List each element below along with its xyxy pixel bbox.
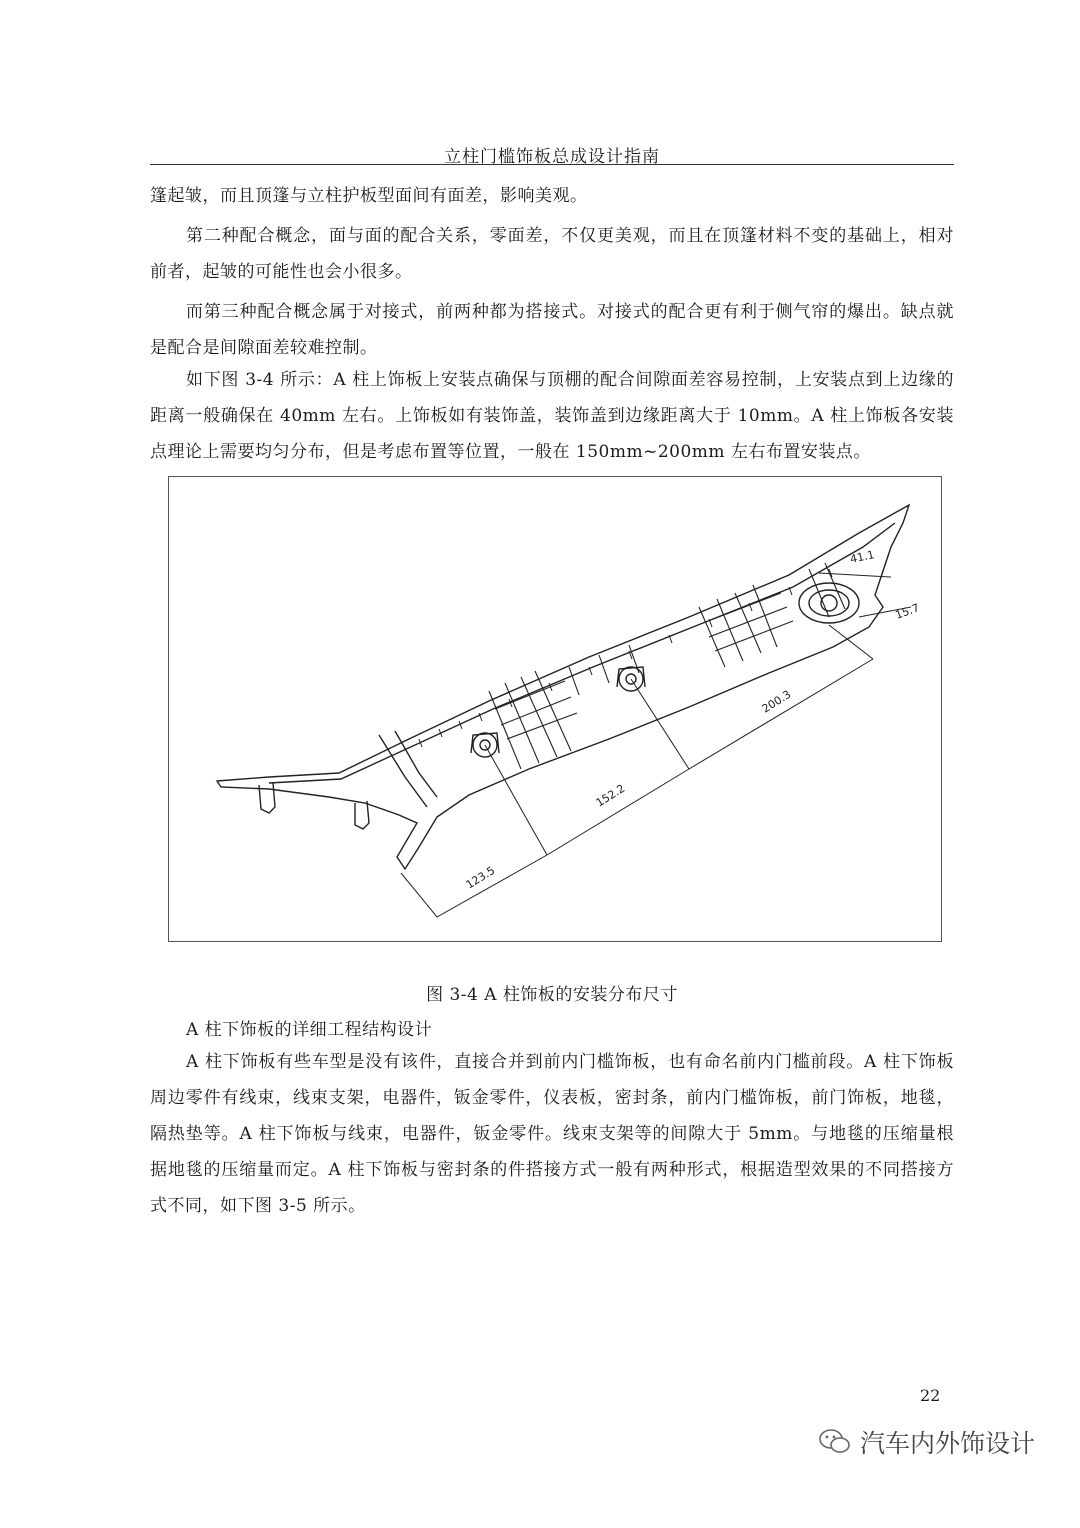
dim-label-157: 15.7 bbox=[893, 601, 922, 622]
dim-ext-1 bbox=[485, 745, 547, 855]
figure-frame bbox=[168, 476, 942, 942]
pillar-rib-line-2 bbox=[395, 731, 437, 797]
dim-ext-3 bbox=[829, 625, 873, 659]
paragraph-4: 如下图 3-4 所示：A 柱上饰板上安装点确保与顶棚的配合间隙面差容易控制，上安装点到上边缘的距离一般确保在 40mm 左右。上饰板如有装饰盖，装饰盖到边缘距离大于 10mm。A 柱上饰板各安装点理论上需要均匀分布，但是考虑布置等位置，一般在 150mm~200mm 左右布置安装点。 bbox=[150, 370, 954, 462]
figure-caption: 图 3-4 A 柱饰板的安装分布尺寸 bbox=[426, 985, 678, 1005]
dim-label-1235: 123.5 bbox=[463, 863, 498, 892]
pillar-outline bbox=[217, 505, 909, 869]
dim-line-2003 bbox=[689, 659, 873, 769]
clip-left-2 bbox=[355, 801, 369, 829]
dim-label-2003: 200.3 bbox=[759, 687, 794, 716]
dim-label-411: 41.1 bbox=[848, 548, 876, 566]
page-number: 22 bbox=[920, 1386, 941, 1405]
dim-label-1522: 152.2 bbox=[593, 781, 628, 810]
watermark bbox=[818, 1420, 1035, 1464]
paragraph-3: 而第三种配合概念属于对接式，前两种都为搭接式。对接式的配合更有利于侧气帘的爆出。缺点就是配合是间隙面差较难控制。 bbox=[150, 302, 954, 358]
dim-line-1522 bbox=[547, 769, 689, 855]
paragraph-1: 篷起皱，而且顶篷与立柱护板型面间有面差，影响美观。 bbox=[150, 186, 588, 206]
clip-left-1 bbox=[259, 783, 275, 813]
paragraph-5: A 柱下饰板有些车型是没有该件，直接合并到前内门槛饰板，也有命名前内门槛前段。A 柱下饰板周边零件有线束，线束支架，电器件，钣金零件，仪表板，密封条，前内门槛饰板，前门饰板，地毯，隔热垫等。A 柱下饰板与线束，电器件，钣金零件。线束支架等的间隙大于 5mm。与地毯的压缩量根据地毯的压缩量而定。A 柱下饰板与密封条的件搭接方式一般有两种形式，根据造型效果的不同搭接方式不同，如下图 3-5 所示。 bbox=[150, 1052, 954, 1216]
wechat-icon bbox=[818, 1427, 852, 1457]
header-rule bbox=[150, 164, 954, 165]
section-heading: A 柱下饰板的详细工程结构设计 bbox=[186, 1020, 433, 1040]
a-pillar-drawing bbox=[169, 477, 941, 941]
watermark-text: 汽车内外饰设计 bbox=[860, 1429, 1036, 1458]
pillar-inner-line bbox=[269, 523, 895, 783]
paragraph-2: 第二种配合概念，面与面的配合关系，零面差，不仅更美观，而且在顶篷材料不变的基础上，相对前者，起皱的可能性也会小很多。 bbox=[150, 226, 954, 282]
page-header-title: 立柱门槛饰板总成设计指南 bbox=[444, 147, 660, 167]
dim-ext-2 bbox=[631, 679, 689, 769]
